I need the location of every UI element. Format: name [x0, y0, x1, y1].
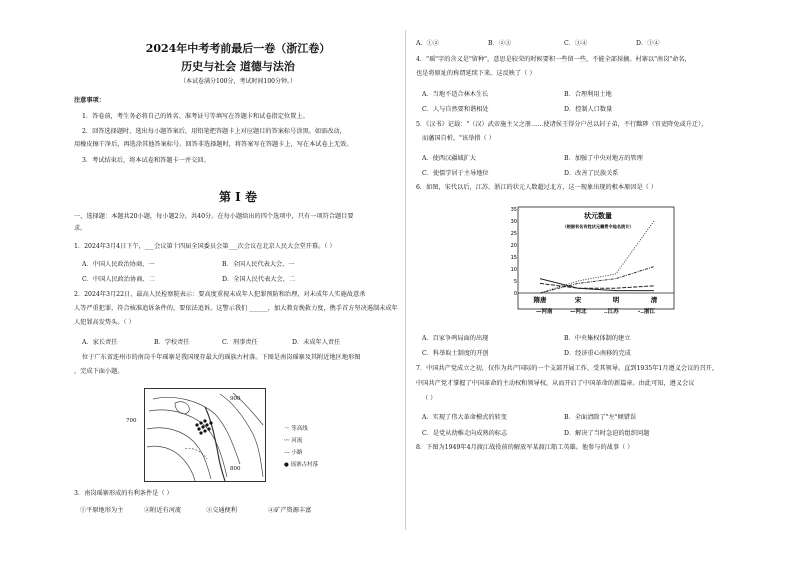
- legend-entry: —河南: [536, 309, 553, 315]
- chart-title: 状元数量: [584, 211, 612, 220]
- column-divider: [405, 30, 406, 530]
- exam-title: 2024年中考考前最后一卷（浙江卷）: [145, 42, 331, 55]
- question-2-stem: 2．2024年3月22日，最高人民检察院表示：要高度重视未成年人犯罪预防和治理，对未成年人实施故意杀: [74, 291, 366, 298]
- question-3-stem: 3．南岗瑶寨形成的有利条件是（ ）: [74, 490, 173, 497]
- notice-item: 1．答卷前，考生务必将自己的姓名、准考证号等填写在答题卡和试卷指定位置上。: [82, 113, 309, 120]
- chart-frame: [518, 207, 674, 309]
- question-4-stem: 4．"瑶"字的含义是"留种"，意思是较荣的时候要积一些留一些，不能全部採摘。村寨以"南岗"命名，: [416, 56, 691, 63]
- q5-option-a[interactable]: A．使西汉疆域扩大: [422, 155, 476, 162]
- y-tick-label: 35: [510, 206, 517, 213]
- q1-option-a[interactable]: A．中国人民政治协商、一: [82, 261, 155, 268]
- legend-entry: -‥浙江: [638, 309, 655, 315]
- q3-statement-3: ③交通便利: [206, 507, 237, 514]
- q3-option-c[interactable]: C．③④: [564, 40, 588, 47]
- q1-option-b[interactable]: B．全国人民代表大会、一: [222, 261, 295, 268]
- q7-option-c[interactable]: C．是党从幼稚走向成熟的标志: [422, 430, 508, 437]
- question-5-stem: 5．《汉书》记载："（汉）武帝施主父之册……使诸侯王得分户邑以封子弟，不行黜陟（官吏降免或升迁），: [416, 121, 708, 128]
- q5-option-c[interactable]: C．使儒学居于主导地位: [422, 170, 489, 177]
- q2-option-a[interactable]: A．家长责任: [82, 339, 118, 346]
- series-line-河南: [540, 279, 654, 291]
- x-tick-label: 清: [650, 296, 658, 304]
- notice-label: 注意事项：: [74, 97, 105, 104]
- notice-item: 2．回答选择题时，选出每小题答案后，用铅笔把答题卡上对应题目的答案标号涂黑。如需改动，: [82, 128, 346, 135]
- notice-item: 3．考试结束后，将本试卷和答题卡一并交回。: [82, 157, 210, 164]
- q7-option-b[interactable]: B．全面清除了"左"倾错误: [564, 414, 637, 421]
- road-symbol: ---: [284, 450, 292, 456]
- question-7-stem: （ ）: [422, 395, 437, 402]
- legend-village: ● 瑶寨古村落: [284, 462, 319, 468]
- right-column: [416, 0, 719, 562]
- question-8-stem: 8．下图为1949年4月渡江战役前的解放军某渡江船工英雄。他参与的战事（ ）: [416, 444, 634, 451]
- legend-entry: ‥江苏: [604, 309, 619, 315]
- q2-option-d[interactable]: D．未成年人责任: [292, 339, 341, 346]
- y-tick-label: 25: [510, 230, 517, 237]
- question-5-stem: 而藩国自析。"该举措（ ）: [422, 135, 495, 142]
- question-2-stem: 人犯罪高发势头。（ ）: [74, 319, 135, 326]
- x-tick-label: 宋: [574, 296, 582, 304]
- map-label-700: 700: [126, 418, 137, 424]
- q2-option-b[interactable]: B．学校责任: [154, 339, 190, 346]
- chart-svg: [510, 205, 680, 317]
- section-instruction: 求。: [74, 225, 87, 232]
- q3-statement-2: ②附近有河流: [144, 507, 182, 514]
- y-tick-label: 15: [510, 254, 517, 261]
- q4-option-b[interactable]: B．合理利用土地: [564, 91, 612, 98]
- x-tick-label: 隋唐: [533, 296, 547, 304]
- q4-option-d[interactable]: D．控制人口数量: [564, 106, 613, 113]
- volume-heading: 第 I 卷: [219, 190, 257, 204]
- question-2-stem: 人等严重犯罪，符合核准追诉条件的，要依法追诉。这警示我们 ______，加大教育挽救力度，携手首方坚决遏制未成年: [74, 305, 398, 312]
- y-tick-label: 30: [510, 218, 517, 225]
- material-text: 位于广东省连州市的南岗千年瑶寨是我国现存最大的瑶族古村落。下图是南岗瑶寨及其附近地区地形图: [82, 354, 361, 361]
- q6-option-a[interactable]: A．百家争鸣局面的出现: [422, 335, 489, 342]
- map-label-900: 900: [230, 396, 241, 402]
- zhuangyuan-chart: [510, 205, 680, 317]
- legend-contour: ～ 等高线: [284, 426, 308, 432]
- question-1-stem: 1．2024年3月4日下午，___会议第十四届全国委员会第___次会议在北京人民大会堂开幕。（ ）: [74, 243, 336, 250]
- legend-entry: —河北: [570, 309, 587, 315]
- q5-option-d[interactable]: D．改善了民族关系: [564, 170, 619, 177]
- q3-option-b[interactable]: B．②③: [488, 40, 512, 47]
- river-symbol: 〰: [284, 438, 292, 444]
- series-line-江苏: [540, 221, 654, 293]
- map-label-800: 800: [230, 466, 241, 472]
- material-text: ，完成下面小题。: [74, 368, 124, 375]
- q2-option-c[interactable]: C．刑事责任: [222, 339, 258, 346]
- q1-option-d[interactable]: D．全国人民代表大会、二: [222, 276, 296, 283]
- map-contours: [145, 389, 265, 481]
- q6-option-d[interactable]: D．经济重心南移的完成: [564, 350, 631, 357]
- y-tick-label: 10: [510, 266, 517, 273]
- q5-option-b[interactable]: B．加强了中央对地方的管理: [564, 155, 643, 162]
- q7-option-d[interactable]: D．解决了当时急迫的组织问题: [564, 430, 650, 437]
- y-tick-label: 0: [513, 290, 517, 297]
- q1-option-c[interactable]: C．中国人民政治协商、二: [82, 276, 155, 283]
- y-tick-label: 20: [510, 242, 517, 249]
- contour-symbol: ～: [284, 426, 292, 432]
- q6-option-b[interactable]: B．中央集权体制的建立: [564, 335, 631, 342]
- q3-option-d[interactable]: D．①④: [636, 40, 660, 47]
- village-symbol: ●: [284, 462, 291, 468]
- legend-river: 〰 河流: [284, 438, 303, 444]
- q4-option-c[interactable]: C．人与自然要和谐相处: [422, 106, 489, 113]
- q6-option-c[interactable]: C．科举取士制度的开创: [422, 350, 489, 357]
- section-instruction: 一、选择题：本题共20小题，每小题2分，共40分。在每小题给出的四个选项中，只有一项符合题目要: [74, 213, 354, 220]
- question-6-stem: 6．如图，宋代以后，江苏、浙江的状元人数超过北方，这一现象出现的根本原因是（ ）: [416, 184, 658, 191]
- y-tick-label: 5: [513, 278, 517, 285]
- x-tick-label: 明: [612, 296, 620, 304]
- legend-road: --- 小路: [284, 450, 303, 456]
- notice-item: 用橡皮擦干净后，再选涂其他答案标号。回答非选择题时，将答案写在答题卡上，写在本试卷上无效。: [74, 141, 353, 148]
- exam-subject: 历史与社会 道德与法治: [181, 60, 295, 73]
- q3-option-a[interactable]: A．①②: [416, 40, 440, 47]
- left-column: [74, 0, 398, 562]
- exam-note: （本试卷满分100分，考试时间100分钟。）: [180, 78, 296, 85]
- q3-statement-4: ④矿产资源丰富: [268, 507, 312, 514]
- question-4-stem: 也是将原址的称谓延续下来。这反映了（ ）: [416, 70, 536, 77]
- q3-statement-1: ①平原地形为主: [80, 507, 124, 514]
- question-7-stem: 7．中国共产党成立之初，仅作为共产国际的一个支部开展工作，受其领导。直到1935年1月遵义会议的召开，: [416, 365, 719, 372]
- topographic-map: [144, 388, 266, 482]
- q4-option-a[interactable]: A．当地不适合林木生长: [422, 91, 489, 98]
- q7-option-a[interactable]: A．实现了伟大革命模式的转变: [422, 414, 507, 421]
- chart-subtitle: （根据有名有姓状元籍贯令地名统计）: [562, 224, 634, 229]
- question-7-stem: 中国共产党才掌握了中国革命的主动权和领导权，从而开启了中国革命的新篇章。由此可知，遵义会议: [416, 380, 695, 387]
